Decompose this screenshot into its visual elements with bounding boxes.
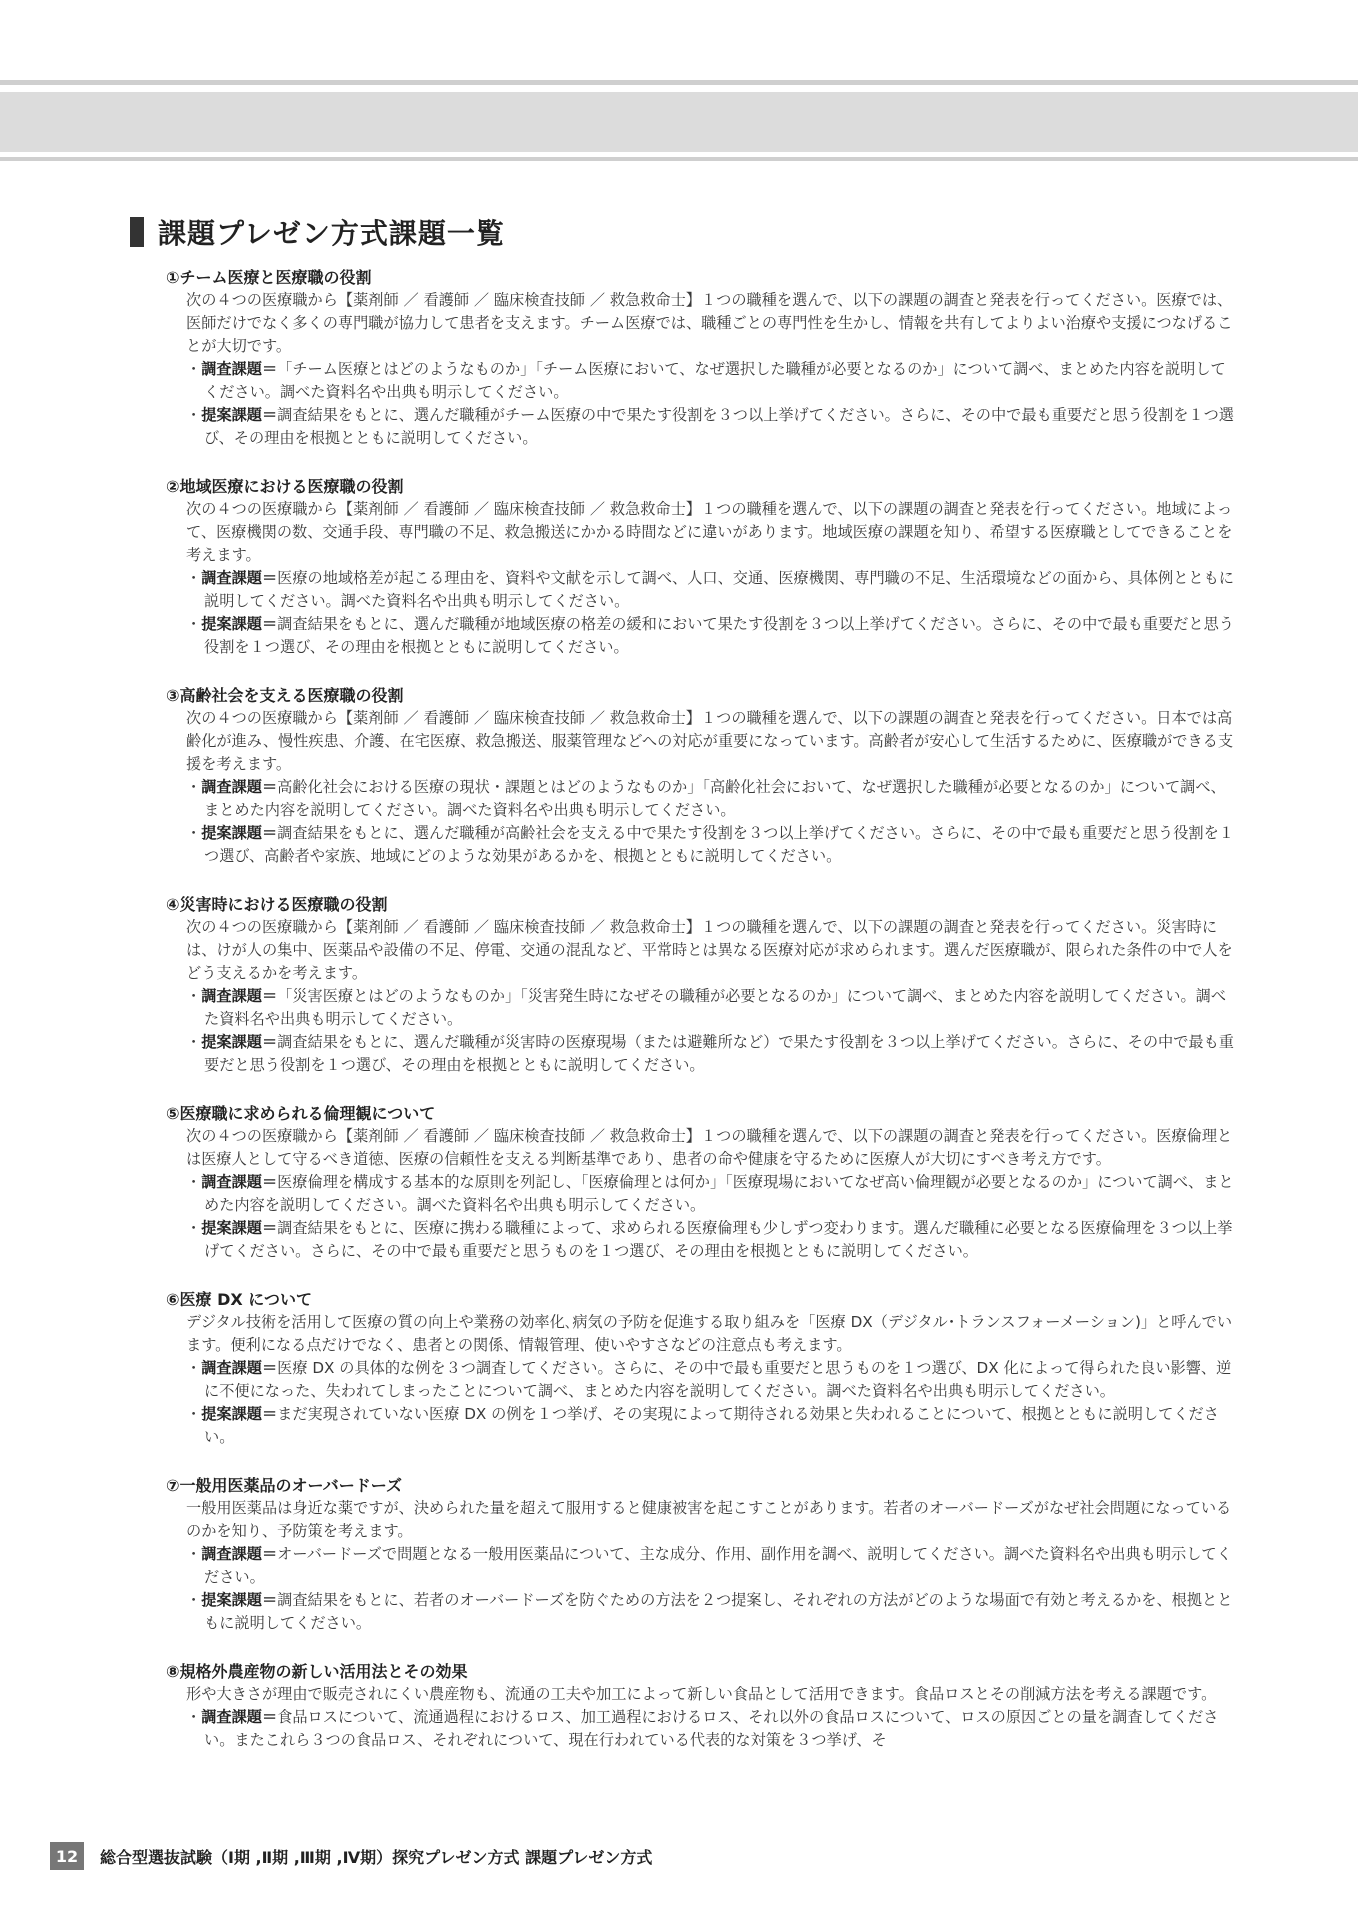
topic-intro: 形や大きさが理由で販売されにくい農産物も、流通の工夫や加工によって新しい食品として活用できます。食品ロスとその削減方法を考える課題です。 (186, 1685, 1217, 1703)
topic-title: ⑧規格外農産物の新しい活用法とその効果 (166, 1662, 468, 1681)
task-text: 医療倫理を構成する基本的な原則を列記し、「医療倫理とは何か」「医療現場においてなぜ高い倫理観が必要となるのか」について調べ、まとめた内容を説明してください。調べた資料名や出典も明示してください。 (204, 1173, 1234, 1214)
topic-title: ⑤医療職に求められる倫理観について (166, 1104, 436, 1123)
task-label: 提案課題＝ (201, 1591, 278, 1609)
task-label: 提案課題＝ (201, 824, 278, 842)
research-task: ・調査課題＝医療 DX の具体的な例を３つ調査してください。さらに、その中で最も重要だと思うものを１つ選び、DX 化によって得られた良い影響、逆に不便になった、失われてしまったことについて調べ、まとめた内容を説明してください。調べた資料名や出典も明示してください。 (186, 1359, 1232, 1400)
research-task: ・調査課題＝食品ロスについて、流通過程におけるロス、加工過程におけるロス、それ以外の食品ロスについて、ロスの原因ごとの量を調査してください。またこれら３つの食品ロス、それぞれについて、現在行われている代表的な対策を３つ挙げ、そ (186, 1708, 1219, 1749)
task-label: 調査課題＝ (201, 360, 278, 378)
task-label: 提案課題＝ (201, 1033, 278, 1051)
topic-intro: 次の４つの医療職から【薬剤師 ／ 看護師 ／ 臨床検査技師 ／ 救急救命士】１つの職種を選んで、以下の課題の調査と発表を行ってください。医療では、医師だけでなく多くの専門職が協力して患者を支えます。チーム医療では、職種ごとの専門性を生かし、情報を共有してよりよい治療や支援につなげることが大切です。 (186, 291, 1233, 355)
topic-section-2 (166, 475, 1236, 659)
proposal-task: ・提案課題＝調査結果をもとに、若者のオーバードーズを防ぐための方法を２つ提案し、それぞれの方法がどのような場面で有効と考えるかを、根拠とともに説明してください。 (186, 1591, 1233, 1632)
task-text: オーバードーズで問題となる一般用医薬品について、主な成分、作用、副作用を調べ、説明してください。調べた資料名や出典も明示してください。 (204, 1545, 1232, 1586)
topic-section-6 (166, 1288, 1236, 1449)
task-text: 調査結果をもとに、選んだ職種が災害時の医療現場（または避難所など）で果たす役割を３つ以上挙げてください。さらに、その中で最も重要だと思う役割を１つ選び、その理由を根拠とともに説明してください。 (204, 1033, 1234, 1074)
topic-section-8 (166, 1660, 1236, 1752)
topic-section-3 (166, 684, 1236, 868)
research-task: ・調査課題＝医療倫理を構成する基本的な原則を列記し、「医療倫理とは何か」「医療現場においてなぜ高い倫理観が必要となるのか」について調べ、まとめた内容を説明してください。調べた資料名や出典も明示してください。 (186, 1173, 1234, 1214)
topic-intro: 一般用医薬品は身近な薬ですが、決められた量を超えて服用すると健康被害を起こすことがあります。若者のオーバードーズがなぜ社会問題になっているのかを知り、予防策を考えます。 (186, 1499, 1232, 1540)
task-text: 調査結果をもとに、選んだ職種がチーム医療の中で果たす役割を３つ以上挙げてください。さらに、その中で最も重要だと思う役割を１つ選び、その理由を根拠とともに説明してください。 (204, 406, 1234, 447)
topic-intro: 次の４つの医療職から【薬剤師 ／ 看護師 ／ 臨床検査技師 ／ 救急救命士】１つの職種を選んで、以下の課題の調査と発表を行ってください。医療倫理とは医療人として守るべき道徳、医療の信頼性を支える判断基準であり、患者の命や健康を守るために医療人が大切にすべき考え方です。 (186, 1127, 1233, 1168)
topic-intro: 次の４つの医療職から【薬剤師 ／ 看護師 ／ 臨床検査技師 ／ 救急救命士】１つの職種を選んで、以下の課題の調査と発表を行ってください。地域によって、医療機関の数、交通手段、専門職の不足、救急搬送にかかる時間などに違いがあります。地域医療の課題を知り、希望する医療職としてできることを考えます。 (186, 500, 1233, 564)
research-task: ・調査課題＝「災害医療とはどのようなものか」「災害発生時になぜその職種が必要となるのか」について調べ、まとめた内容を説明してください。調べた資料名や出典も明示してください。 (186, 987, 1227, 1028)
task-label: 調査課題＝ (201, 569, 278, 587)
footer-title: 総合型選抜試験（Ⅰ期 ,Ⅱ期 ,Ⅲ期 ,Ⅳ期）探究プレゼン方式 課題プレゼン方式 (100, 1847, 653, 1867)
task-text: 調査結果をもとに、医療に携わる職種によって、求められる医療倫理も少しずつ変わります。選んだ職種に必要となる医療倫理を３つ以上挙げてください。さらに、その中で最も重要だと思うものを１つ選び、その理由を根拠とともに説明してください。 (204, 1219, 1233, 1260)
task-text: 「チーム医療とはどのようなものか」「チーム医療において、なぜ選択した職種が必要となるのか」について調べ、まとめた内容を説明してください。調べた資料名や出典も明示してください。 (204, 360, 1226, 401)
page-title: 課題プレゼン方式課題一覧 (158, 217, 505, 250)
proposal-task: ・提案課題＝調査結果をもとに、選んだ職種がチーム医療の中で果たす役割を３つ以上挙げてください。さらに、その中で最も重要だと思う役割を１つ選び、その理由を根拠とともに説明してください。 (186, 406, 1234, 447)
topic-intro: 次の４つの医療職から【薬剤師 ／ 看護師 ／ 臨床検査技師 ／ 救急救命士】１つの職種を選んで、以下の課題の調査と発表を行ってください。日本では高齢化が進み、慢性疾患、介護、在宅医療、救急搬送、服薬管理などへの対応が重要になっています。高齢者が安心して生活するために、医療職ができる支援を考えます。 (186, 709, 1234, 773)
proposal-task: ・提案課題＝調査結果をもとに、医療に携わる職種によって、求められる医療倫理も少しずつ変わります。選んだ職種に必要となる医療倫理を３つ以上挙げてください。さらに、その中で最も重要だと思うものを１つ選び、その理由を根拠とともに説明してください。 (186, 1219, 1233, 1260)
task-label: 調査課題＝ (201, 1359, 278, 1377)
topic-section-1 (166, 266, 1236, 450)
topic-title: ②地域医療における医療職の役割 (166, 477, 404, 496)
task-label: 調査課題＝ (201, 778, 278, 796)
topic-section-4 (166, 893, 1236, 1077)
task-text: 調査結果をもとに、選んだ職種が高齢社会を支える中で果たす役割を３つ以上挙げてください。さらに、その中で最も重要だと思う役割を１つ選び、高齢者や家族、地域にどのような効果があるかを、根拠とともに説明してください。 (204, 824, 1234, 865)
topic-section-7 (166, 1474, 1236, 1635)
task-text: 「災害医療とはどのようなものか」「災害発生時になぜその職種が必要となるのか」について調べ、まとめた内容を説明してください。調べた資料名や出典も明示してください。 (204, 987, 1227, 1028)
topic-intro: デジタル技術を活用して医療の質の向上や業務の効率化､病気の予防を促進する取り組みを「医療 DX（デジタル･トランスフォーメーション)」と呼んでいます。便利になる点だけでなく、患者との関係、情報管理、使いやすさなどの注意点も考えます。 (186, 1313, 1233, 1354)
task-label: 提案課題＝ (201, 615, 278, 633)
task-label: 調査課題＝ (201, 1708, 278, 1726)
proposal-task: ・提案課題＝調査結果をもとに、選んだ職種が災害時の医療現場（または避難所など）で果たす役割を３つ以上挙げてください。さらに、その中で最も重要だと思う役割を１つ選び、その理由を根拠とともに説明してください。 (186, 1033, 1234, 1074)
topic-intro: 次の４つの医療職から【薬剤師 ／ 看護師 ／ 臨床検査技師 ／ 救急救命士】１つの職種を選んで、以下の課題の調査と発表を行ってください。災害時には、けが人の集中、医薬品や設備の不足、停電、交通の混乱など、平常時とは異なる医療対応が求められます。選んだ医療職が、限られた条件の中で人をどう支えるかを考えます。 (186, 918, 1233, 982)
topic-title: ⑦一般用医薬品のオーバードーズ (166, 1476, 402, 1495)
header-band (0, 92, 1358, 152)
task-label: 調査課題＝ (201, 987, 278, 1005)
task-label: 提案課題＝ (201, 1405, 278, 1423)
topic-title: ⑥医療 DX について (166, 1290, 312, 1309)
proposal-task: ・提案課題＝まだ実現されていない医療 DX の例を１つ挙げ、その実現によって期待される効果と失われることについて、根拠とともに説明してください。 (186, 1405, 1219, 1446)
task-label: 提案課題＝ (201, 1219, 278, 1237)
page-footer (50, 1842, 652, 1870)
research-task: ・調査課題＝高齢化社会における医療の現状・課題とはどのようなものか」「高齢化社会において、なぜ選択した職種が必要となるのか」について調べ、まとめた内容を説明してください。調べた資料名や出典も明示してください。 (186, 778, 1226, 819)
task-text: 調査結果をもとに、若者のオーバードーズを防ぐための方法を２つ提案し、それぞれの方法がどのような場面で有効と考えるかを、根拠とともに説明してください。 (204, 1591, 1233, 1632)
topic-section-5 (166, 1102, 1236, 1263)
task-text: 高齢化社会における医療の現状・課題とはどのようなものか」「高齢化社会において、なぜ選択した職種が必要となるのか」について調べ、まとめた内容を説明してください。調べた資料名や出典も明示してください。 (204, 778, 1226, 819)
topic-list (166, 266, 1236, 1777)
research-task: ・調査課題＝「チーム医療とはどのようなものか」「チーム医療において、なぜ選択した職種が必要となるのか」について調べ、まとめた内容を説明してください。調べた資料名や出典も明示してください。 (186, 360, 1226, 401)
topic-title: ③高齢社会を支える医療職の役割 (166, 686, 404, 705)
task-label: 提案課題＝ (201, 406, 278, 424)
research-task: ・調査課題＝医療の地域格差が起こる理由を、資料や文献を示して調べ、人口、交通、医療機関、専門職の不足、生活環境などの面から、具体例とともに説明してください。調べた資料名や出典も明示してください。 (186, 569, 1234, 610)
header-band-bottom-line (0, 157, 1358, 161)
header-band-top-line (0, 80, 1358, 85)
topic-title: ④災害時における医療職の役割 (166, 895, 388, 914)
task-label: 調査課題＝ (201, 1173, 278, 1191)
research-task: ・調査課題＝オーバードーズで問題となる一般用医薬品について、主な成分、作用、副作用を調べ、説明してください。調べた資料名や出典も明示してください。 (186, 1545, 1232, 1586)
proposal-task: ・提案課題＝調査結果をもとに、選んだ職種が高齢社会を支える中で果たす役割を３つ以上挙げてください。さらに、その中で最も重要だと思う役割を１つ選び、高齢者や家族、地域にどのような効果があるかを、根拠とともに説明してください。 (186, 824, 1234, 865)
task-text: 食品ロスについて、流通過程におけるロス、加工過程におけるロス、それ以外の食品ロスについて、ロスの原因ごとの量を調査してください。またこれら３つの食品ロス、それぞれについて、現在行われている代表的な対策を３つ挙げ、そ (204, 1708, 1219, 1749)
task-text: まだ実現されていない医療 DX の例を１つ挙げ、その実現によって期待される効果と失われることについて、根拠とともに説明してください。 (204, 1405, 1219, 1446)
task-text: 医療の地域格差が起こる理由を、資料や文献を示して調べ、人口、交通、医療機関、専門職の不足、生活環境などの面から、具体例とともに説明してください。調べた資料名や出典も明示してください。 (204, 569, 1234, 610)
proposal-task: ・提案課題＝調査結果をもとに、選んだ職種が地域医療の格差の緩和において果たす役割を３つ以上挙げてください。さらに、その中で最も重要だと思う役割を１つ選び、その理由を根拠とともに説明してください。 (186, 615, 1234, 656)
topic-title: ①チーム医療と医療職の役割 (166, 268, 372, 287)
task-label: 調査課題＝ (201, 1545, 278, 1563)
task-text: 医療 DX の具体的な例を３つ調査してください。さらに、その中で最も重要だと思うものを１つ選び、DX 化によって得られた良い影響、逆に不便になった、失われてしまったことについて調べ、まとめた内容を説明してください。調べた資料名や出典も明示してください。 (204, 1359, 1232, 1400)
page-heading (130, 212, 505, 252)
heading-marker (130, 217, 144, 247)
page-number: 12 (50, 1842, 84, 1870)
task-text: 調査結果をもとに、選んだ職種が地域医療の格差の緩和において果たす役割を３つ以上挙げてください。さらに、その中で最も重要だと思う役割を１つ選び、その理由を根拠とともに説明してください。 (204, 615, 1234, 656)
